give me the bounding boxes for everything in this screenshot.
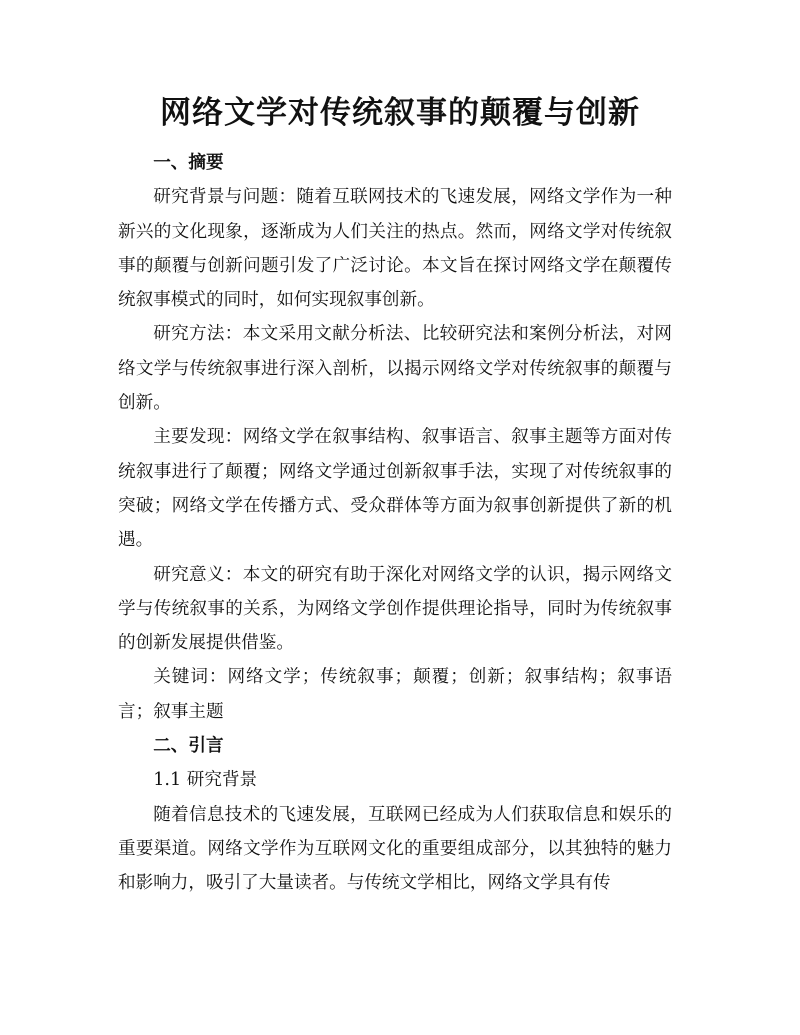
paragraph-keywords: 关键词：网络文学；传统叙事；颠覆；创新；叙事结构；叙事语言；叙事主题 — [118, 667, 672, 722]
document-body — [118, 146, 672, 901]
section-heading-abstract: 一、摘要 — [153, 152, 224, 173]
paragraph-significance: 研究意义：本文的研究有助于深化对网络文学的认识，揭示网络文学与传统叙事的关系，为网络文学创作提供理论指导，同时为传统叙事的创新发展提供借鉴。 — [118, 564, 672, 654]
subsection-heading-background: 1.1 研究背景 — [153, 770, 258, 791]
paragraph-background: 研究背景与问题：随着互联网技术的飞速发展，网络文学作为一种新兴的文化现象，逐渐成为人们关注的热点。然而，网络文学对传统叙事的颠覆与创新问题引发了广泛讨论。本文旨在探讨网络文学在颠覆传统叙事模式的同时，如何实现叙事创新。 — [118, 187, 672, 311]
paragraph-introduction: 随着信息技术的飞速发展，互联网已经成为人们获取信息和娱乐的重要渠道。网络文学作为互联网文化的重要组成部分，以其独特的魅力和影响力，吸引了大量读者。与传统文学相比，网络文学具有传 — [118, 804, 672, 894]
document-title: 网络文学对传统叙事的颠覆与创新 — [160, 95, 640, 131]
paragraph-findings: 主要发现：网络文学在叙事结构、叙事语言、叙事主题等方面对传统叙事进行了颠覆；网络文学通过创新叙事手法，实现了对传统叙事的突破；网络文学在传播方式、受众群体等方面为叙事创新提供了新的机遇。 — [118, 427, 672, 551]
paragraph-methods: 研究方法：本文采用文献分析法、比较研究法和案例分析法，对网络文学与传统叙事进行深入剖析，以揭示网络文学对传统叙事的颠覆与创新。 — [118, 324, 672, 414]
section-heading-introduction: 二、引言 — [153, 735, 224, 757]
